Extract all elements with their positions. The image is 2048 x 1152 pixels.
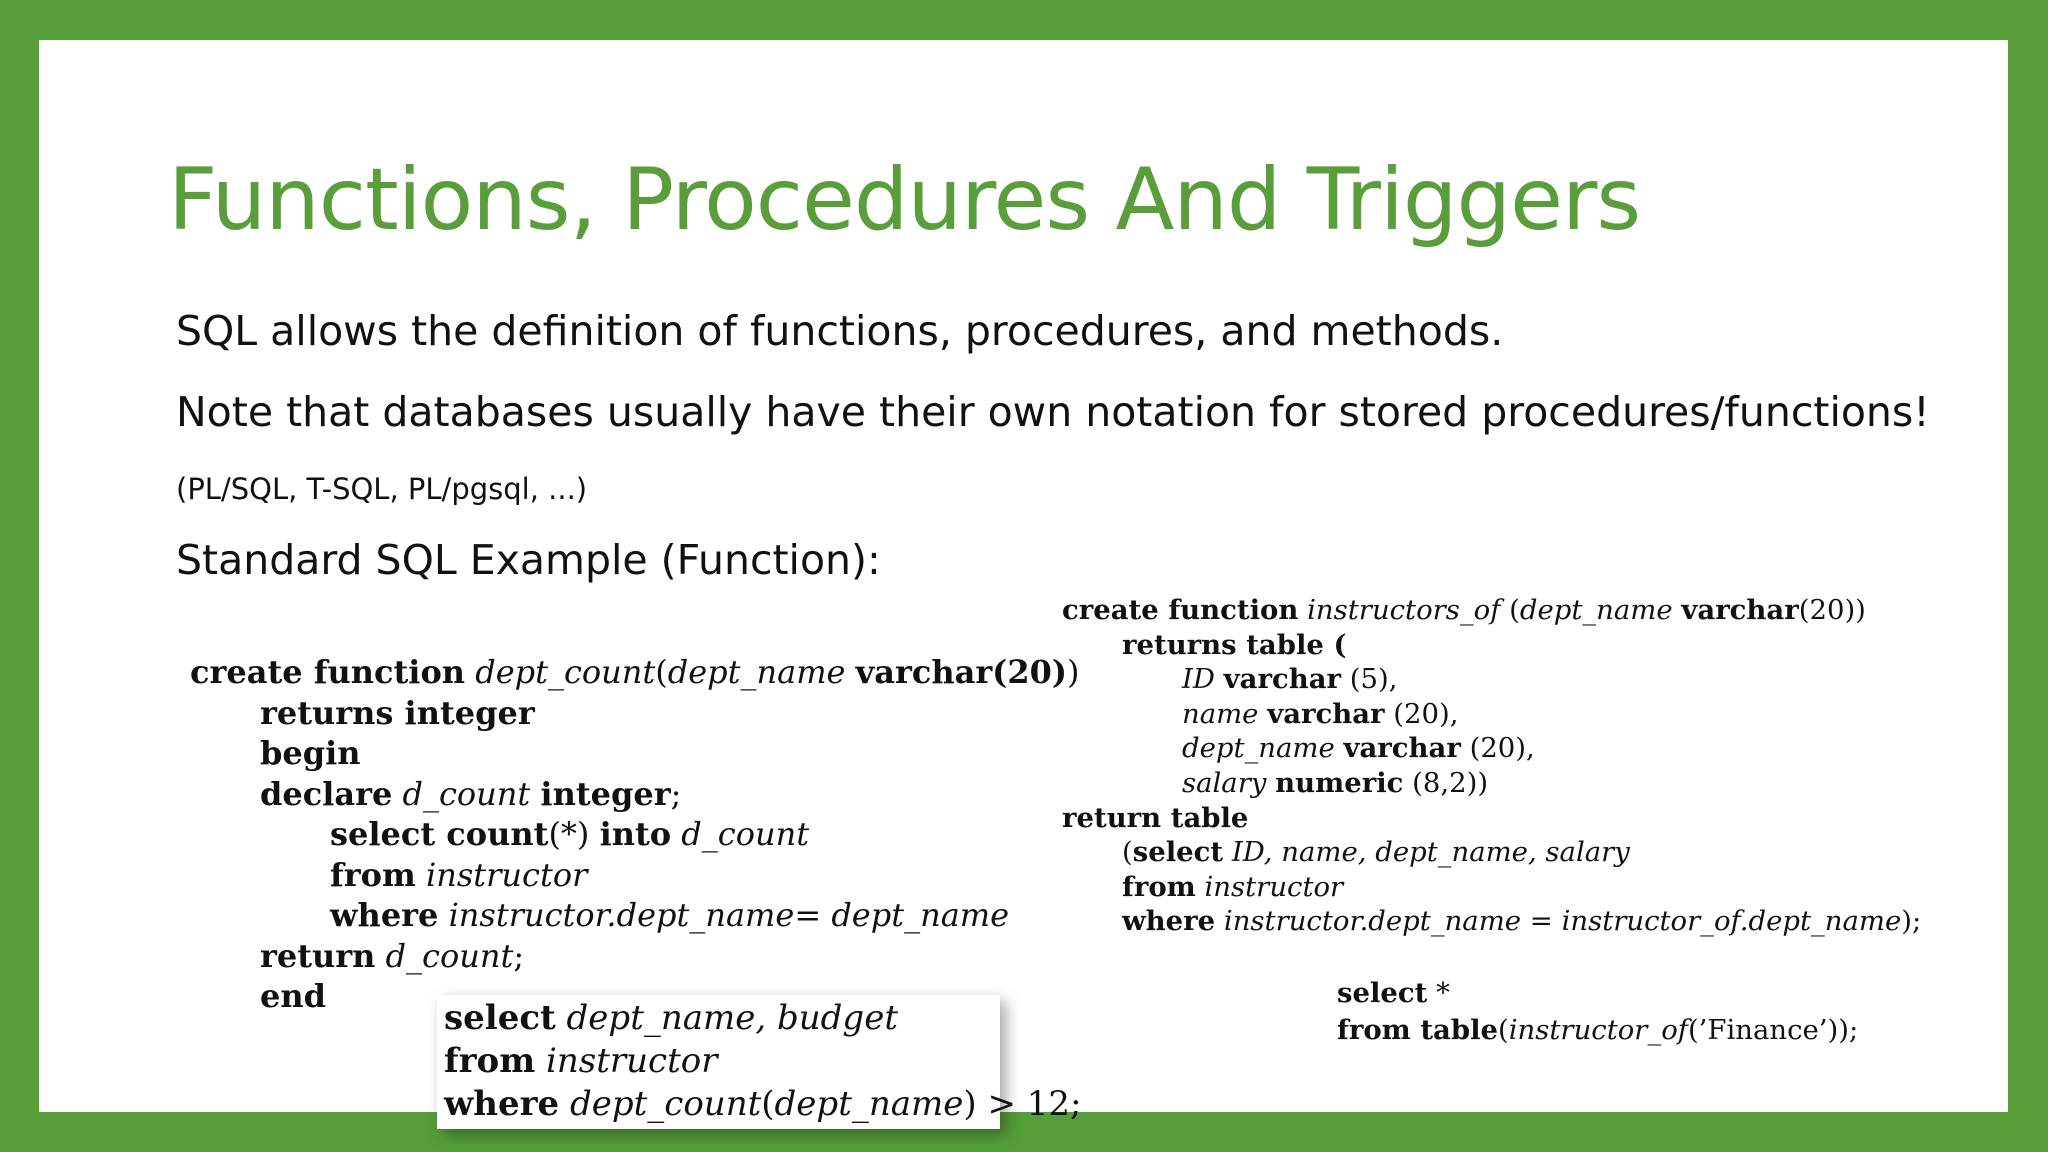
body-text-line-3: (PL/SQL, T-SQL, PL/pgsql, ...) — [176, 472, 588, 506]
code-line: create function instructors_of (dept_name varchar(20)) — [1062, 594, 1866, 626]
code-line: ID varchar (5), — [1182, 663, 1398, 696]
code-line: where dept_count(dept_name) > 12; — [444, 1084, 1082, 1124]
code-line: returns integer — [260, 693, 535, 732]
code-line: where instructor.dept_name = instructor_of.dept_name); — [1122, 905, 1922, 938]
code-line: dept_name varchar (20), — [1182, 732, 1535, 765]
table-function-query-code — [1337, 975, 1858, 1049]
body-text-line-1: SQL allows the definition of functions, procedures, and methods. — [176, 307, 1504, 355]
query-example-code — [444, 997, 1081, 1126]
code-line: return d_count; — [260, 936, 525, 975]
body-text-line-4: Standard SQL Example (Function): — [176, 536, 881, 584]
code-line: select * — [1337, 977, 1450, 1009]
function-dept-count-code — [190, 652, 1079, 1017]
code-line: name varchar (20), — [1182, 697, 1459, 730]
code-line: from instructor — [1122, 870, 1344, 903]
code-line: begin — [260, 734, 361, 772]
code-line: from table(instructor_of(’Finance’)); — [1337, 1014, 1859, 1046]
body-text-line-2: Note that databases usually have their own notation for stored procedures/functions! — [176, 388, 1930, 436]
code-line: select dept_name, budget — [444, 998, 898, 1038]
code-line: (select ID, name, dept_name, salary — [1122, 836, 1630, 869]
slide-title: Functions, Procedures And Triggers — [168, 150, 1641, 250]
query-example-box — [437, 995, 1082, 1129]
code-line: where instructor.dept_name= dept_name — [330, 896, 1010, 934]
code-line: select count(*) into d_count — [330, 815, 810, 853]
function-instructors-of-code — [1062, 593, 1921, 939]
code-line: declare d_count integer; — [260, 774, 682, 813]
code-line: from instructor — [444, 1041, 718, 1081]
code-line: salary numeric (8,2)) — [1182, 766, 1489, 799]
code-line: create function dept_count(dept_name varchar(20)) — [190, 653, 1080, 691]
code-line: end — [260, 977, 326, 1015]
code-line: returns table ( — [1122, 628, 1347, 661]
code-line: from instructor — [330, 855, 588, 894]
code-line: return table — [1062, 801, 1249, 834]
